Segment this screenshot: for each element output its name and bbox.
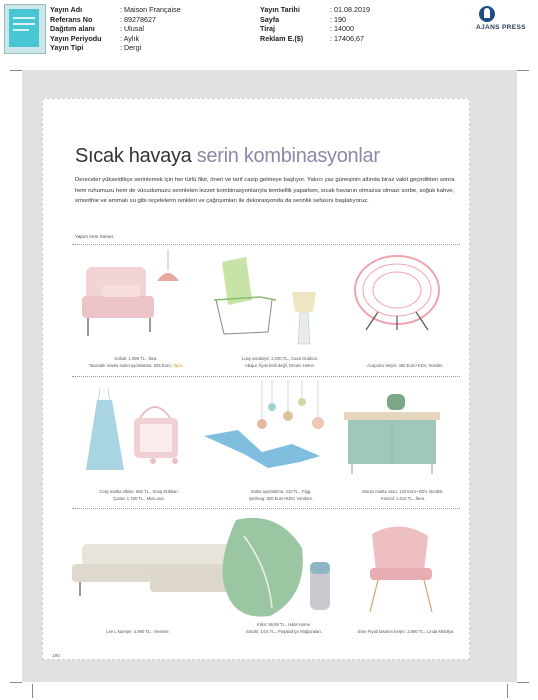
caption-rug-jug: Kilim: 99,99 TL., H&M Home. Sürahi: 14,6 TL., Paşabahçe Mağazaları.	[245, 622, 323, 634]
caption-pink-chair: Eran Fiyati tasarım berjer: 2.880 TL., Linda Mobilya.	[357, 629, 455, 634]
caption-vase-console: Muuto marka vazo: 120 Euro+KDV, Nordist. Konsol: 1.612 TL., İkea.	[362, 489, 444, 501]
leaf-rug-image	[223, 518, 303, 617]
ajans-press-logo: AJANS PRESS	[476, 6, 534, 36]
table-lamp-image	[292, 292, 316, 344]
vase-image	[387, 394, 405, 410]
green-console-image	[344, 412, 440, 474]
pendant-lamp-image	[157, 250, 179, 281]
page-number: 190	[52, 654, 61, 659]
caption-sofa: Lee L kanepe: 4.990 TL., Vivense.	[106, 629, 170, 634]
byline: Yapım İrem Somer.	[75, 234, 115, 239]
article-title: Sıcak havaya serin kombinasyonlar	[75, 145, 380, 167]
pendant-lights-image	[257, 380, 324, 429]
caption-dress-bag: Cosy marka elbise: 650 TL., Souq Dükkan. Çanta: 1.750 TL., Mia'Luna.	[99, 489, 179, 501]
caption-lights-lounger: Sarkıt aydınlatma: 210 TL., Figg. Şezlong: 920 Euro+KDV, Vondom.	[249, 489, 313, 501]
pink-armchair-image	[82, 267, 154, 336]
pink-chair-image	[370, 526, 432, 612]
caption-acapulco: Acapulco berjer: 460 Euro+KDV, Nordist.	[367, 363, 443, 368]
water-jug-image	[310, 562, 330, 610]
acapulco-chair-image	[355, 256, 439, 330]
blue-lounger-image	[204, 430, 320, 468]
caption-chair-lamp: Loay sandalye: 2.330 TL., Casa Outdoor. Abajur, fiyatı belli değil, Dream Home.	[241, 356, 319, 368]
blue-dress-image	[86, 388, 124, 470]
meta-left: Yayın Adı : Maison Française Referans No : 89278627 Dağıtım alanı : Ulusal Yayın Periyodu : Aylık Yayın Tipi : Dergi	[50, 5, 181, 53]
caption-armchair: Koltuk: 1.099 TL., İkea. Tavanaltı marka sarkıt aydınlatma: 525 Euro, Tajra.	[88, 356, 184, 368]
meta-right: Yayın Tarihi : 01.08.2019 Sayfa : 190 Tiraj : 14000 Reklam E.($) : 17406,67	[260, 5, 370, 43]
green-chair-image	[214, 257, 276, 334]
sofa-image	[72, 544, 246, 602]
article-intro: Dereceler yükseldikçe serinlemek için her türlü fikir, öneri ve tarif cazip gelmeye başlıyor. Yakıcı yaz güneşinin altında biraz vakit geçirdikten sonra hem ruhumuzu hem de vücudumuzu serinleten lezzet kombinasyonlarıyla tembellik yaparken, sıcak havanın olmazsa olmazı sorbe, soğuk kahve, smoothie ve aromalı su gibi reçetelerin renkleri ve çağrışımları ile dekorasyonda da serinlik sefasını başlatıyoruz.	[75, 177, 455, 205]
handbag-image	[134, 407, 178, 464]
